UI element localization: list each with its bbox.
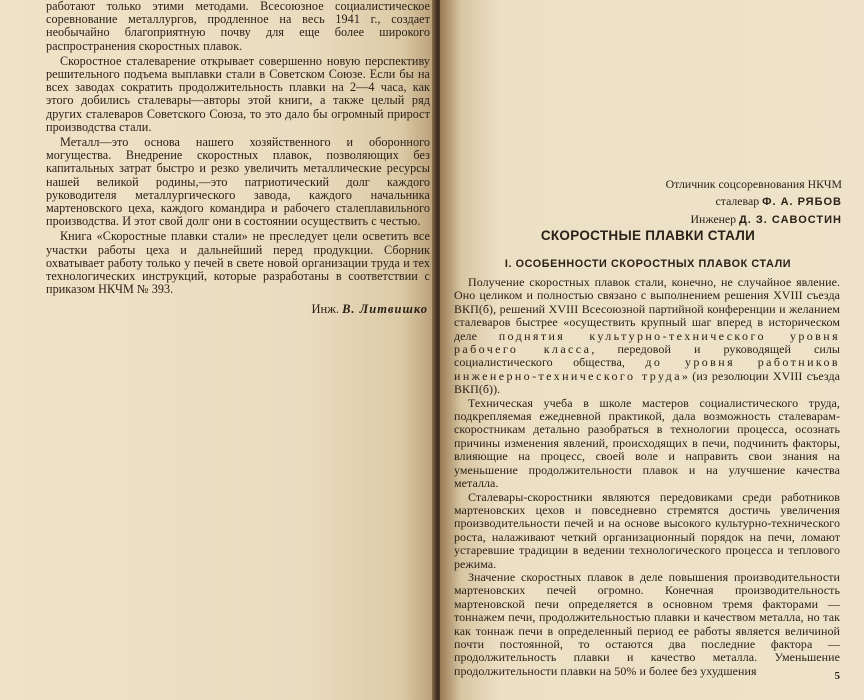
author1-line bbox=[666, 193, 842, 211]
author2-title: Инженер bbox=[690, 212, 737, 226]
authors-block bbox=[666, 176, 842, 229]
p1-part: Получение скоростных плавок стали, конечно, не случайное явление. Оно целиком и полностью связано с выполнением решения XVIII съезда ВКП(б), решений XVIII Всесоюзной партийной конференции и желанием сталеваров быстрее «осуществить крупный шаг вперед в историческом деле bbox=[454, 275, 840, 343]
author2-line bbox=[666, 211, 842, 229]
p1-spaced: поднятия культурно-технического уровня рабочего класса bbox=[454, 328, 840, 357]
author1-role: Отличник соцсоревнования НКЧМ bbox=[665, 177, 842, 191]
signature-prefix: Инж. bbox=[311, 302, 339, 316]
author1-name: Ф. А. РЯБОВ bbox=[762, 196, 842, 208]
signature-name: В. Литвишко bbox=[342, 302, 428, 316]
foreword-signature bbox=[311, 302, 428, 317]
author1-title: сталевар bbox=[715, 194, 760, 208]
section-heading: I. ОСОБЕННОСТИ СКОРОСТНЫХ ПЛАВОК СТАЛИ bbox=[504, 258, 792, 270]
p1-part: » (из резолюции XVIII съезда ВКП(б)). bbox=[454, 368, 840, 397]
author2-name: Д. З. САВОСТИН bbox=[738, 214, 842, 226]
right-paragraph: Значение скоростных плавок в деле повышения производительности мартеновских печей огромно. Конечная производительность мартеновской печи определяется в основном тремя факторами — тоннажем печи, продолжительностью плавки и качеством металла, но так как тоннаж печи в определенный период ее работы является величиной почти постоянной, то остаются два последние фактора — продолжительность плавки и качество металла. Уменьшение продолжительности плавки на 50% и более без ухудшения bbox=[454, 569, 840, 678]
left-paragraph: Скоростное сталеварение открывает совершенно новую перспективу решительного подъема выплавки стали в Советском Союзе. Если бы на всех заводах сократить продолжительность плавки на 2—4 часа, как этого добились сталевары—авторы этой книги, а также целый ряд других сталеваров Советского Союза, то это дало бы огромный прирост производства стали. bbox=[46, 53, 430, 134]
chapter-title: СКОРОСТНЫЕ ПЛАВКИ СТАЛИ bbox=[540, 228, 756, 243]
left-paragraph: работают только этими методами. Всесоюзное социалистическое соревнование металлургов, продленное на весь 1941 г., создает необычайно благоприятную почву для еще более широкого распространения скоростных плавок. bbox=[46, 0, 430, 53]
right-page bbox=[440, 0, 864, 700]
right-body bbox=[454, 276, 840, 678]
right-paragraph: Сталевары-скоростники являются передовиками среди работников мартеновских цехов и повседневно стремятся достичь увеличения производительности печей и на основе высокого культурно-технического роста, налаживают четкий организационный порядок на печи, ломают устаревшие традиции в ведении технологического процесса и теплового режима. bbox=[454, 489, 840, 571]
left-paragraph: Металл—это основа нашего хозяйственного и оборонного могущества. Внедрение скоростных плавок, позволяющих без капитальных затрат быстро и резко увеличить металлические ресурсы нашей великой родины,—это патриотический долг каждого руководителя металлургического завода, каждого начальника мартеновского цеха, каждого командира и рабочего сталеплавильного производства. И этот свой долг они в состоянии осуществить с честью. bbox=[46, 135, 430, 229]
p1-part: , передовой и руководящей силы социалистического общества, bbox=[454, 342, 840, 370]
page-number: 5 bbox=[834, 670, 840, 682]
p1-spaced: до уровня работников инженерно-технического труда bbox=[454, 355, 840, 383]
left-paragraph: Книга «Скоростные плавки стали» не преследует цели осветить все участки работы цеха и дальнейший перед продукции. Сборник охватывает работу только у печей в свете новой организации труда и тех технологических инструкций, которые разработаны в соответствии с приказом НКЧМ № 393. bbox=[46, 229, 430, 297]
right-paragraph bbox=[454, 276, 840, 397]
right-paragraph: Техническая учеба в школе мастеров социалистического труда, подкрепляемая ежедневной практикой, дала возможность сталеварам-скоростникам детально разобраться в технологии процесса, осознать причины изменения явлений, происходящих в печи, подчинить факторы, влияющие на процесс, своей воле и направить свои знания на уменьшение продолжительности плавок и на улучшение качества металла. bbox=[454, 395, 840, 491]
